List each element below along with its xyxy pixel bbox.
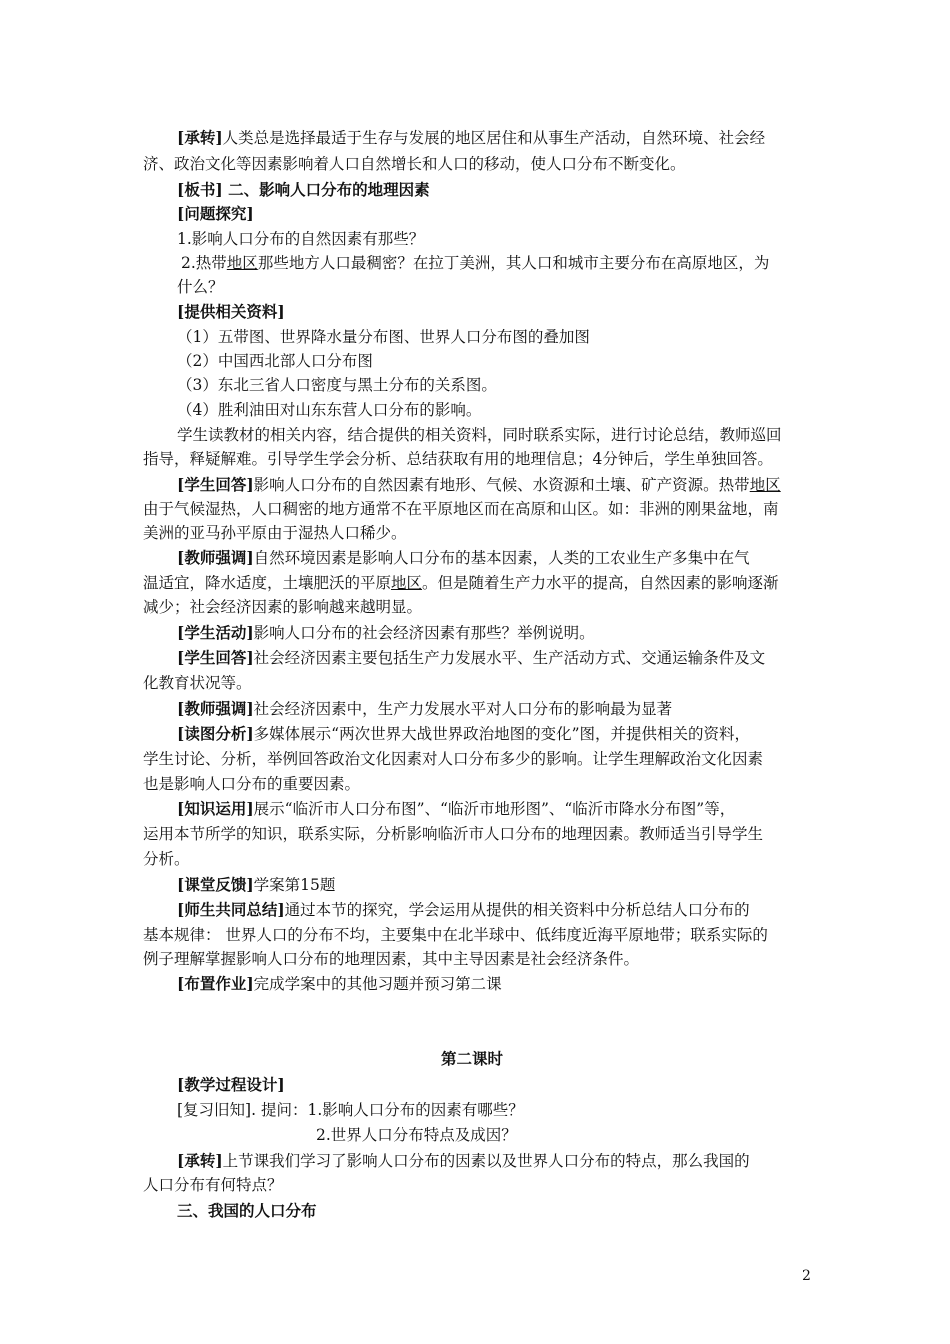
paragraph-line: 美洲的亚马孙平原由于湿热人口稀少。 (143, 524, 407, 542)
paragraph-line: 济、政治文化等因素影响着人口自然增长和人口的移动，使人口分布不断变化。 (143, 155, 686, 173)
text: 社会经济因素中，生产力发展水平对人口分布的影响最为显著 (253, 700, 673, 718)
post: 。但是随着生产力水平的提高，自然因素的影响逐渐 (422, 574, 779, 592)
tag: [复习旧知] (177, 1101, 252, 1119)
tag: [布置作业] (177, 974, 254, 993)
review-q2: 2.世界人口分布特点及成因？ (316, 1126, 517, 1144)
material-2: （2）中国西北部人口分布图 (177, 352, 373, 370)
underlined: 地区 (391, 574, 423, 592)
transition-2 (177, 1150, 750, 1172)
teacher-emphasis-1 (177, 547, 750, 569)
q2-pre: 2.热带 (181, 254, 227, 272)
paragraph-line: 化教育状况等。 (143, 674, 252, 692)
tag: [师生共同总结] (177, 900, 285, 919)
material-1: （1）五带图、世界降水量分布图、世界人口分布图的叠加图 (177, 328, 590, 346)
question-1: 1.影响人口分布的自然因素有那些？ (177, 230, 425, 248)
paragraph-line: 运用本节所学的知识，联系实际，分析影响临沂市人口分布的地理因素。教师适当引导学生 (143, 825, 764, 843)
homework (177, 973, 502, 995)
text: . 提问：1.影响人口分布的因素有哪些？ (251, 1101, 524, 1119)
section-3-heading: 三、我国的人口分布 (177, 1201, 317, 1220)
board-heading: [板书] 二、影响人口分布的地理因素 (177, 180, 430, 199)
text: 上节课我们学习了影响人口分布的因素以及世界人口分布的特点，那么我国的 (222, 1152, 750, 1170)
student-activity (177, 622, 595, 644)
q2-post: 那些地方人口最稠密？在拉丁美洲，其人口和城市主要分布在高原地区，为 (257, 254, 770, 272)
pre: 温适宜，降水适度，土壤肥沃的平原 (143, 574, 392, 592)
knowledge-application (177, 798, 735, 820)
paragraph-line: 基本规律： 世界人口的分布不均，主要集中在北半球中、低纬度近海平原地带；联系实际的 (143, 926, 768, 944)
text: 人类总是选择最适于生存与发展的地区居住和从事生产活动，自然环境、社会经 (222, 129, 766, 147)
text: 多媒体展示“两次世界大战世界政治地图的变化”图，并提供相关的资料， (253, 725, 751, 743)
paragraph-line: 也是影响人口分布的重要因素。 (143, 775, 361, 793)
text: 社会经济因素主要包括生产力发展水平、生产活动方式、交通运输条件及文 (253, 649, 766, 667)
text: 完成学案中的其他习题并预习第二课 (253, 975, 502, 993)
materials-heading: [提供相关资料] (177, 302, 285, 321)
text: 学案第15题 (253, 876, 336, 894)
teacher-emphasis-2 (177, 698, 672, 720)
paragraph-line: 指导，释疑解难。引导学生学会分析、总结获取有用的地理信息；4分钟后，学生单独回答。 (143, 450, 773, 468)
tag: [教师强调] (177, 699, 254, 718)
tag: [承转] (177, 1151, 223, 1170)
paragraph-line: 学生讨论、分析，举例回答政治文化因素对人口分布多少的影响。让学生理解政治文化因素 (143, 750, 764, 768)
student-answer-2 (177, 647, 765, 669)
tag: [知识运用] (177, 799, 254, 818)
review (177, 1099, 524, 1121)
paragraph-line: 学生读教材的相关内容，结合提供的相关资料，同时联系实际，进行讨论总结，教师巡回 (177, 426, 782, 444)
student-answer-1 (177, 474, 781, 496)
question-2-cont: 什么？ (177, 278, 224, 296)
paragraph-line: 例子理解掌握影响人口分布的地理因素，其中主导因素是社会经济条件。 (143, 950, 640, 968)
underlined: 地区 (749, 476, 781, 494)
tag: [学生回答] (177, 648, 254, 667)
tag: [承转] (177, 128, 223, 147)
text: 影响人口分布的自然因素有地形、气候、水资源和土壤、矿产资源。热带 (253, 476, 750, 494)
paragraph-line: 减少；社会经济因素的影响越来越明显。 (143, 598, 423, 616)
material-3: （3）东北三省人口密度与黑土分布的关系图。 (177, 376, 497, 394)
tag: [读图分析] (177, 724, 254, 743)
process-design-heading: [教学过程设计] (177, 1075, 285, 1094)
tag: [课堂反馈] (177, 875, 254, 894)
paragraph-line (143, 572, 779, 594)
paragraph-transition (177, 127, 765, 149)
text: 展示“临沂市人口分布图”、“临沂市地形图”、“临沂市降水分布图”等， (253, 800, 736, 818)
q2-underlined: 地区 (226, 254, 258, 272)
summary (177, 899, 750, 921)
inquiry-heading: [问题探究] (177, 204, 254, 223)
tag: [学生活动] (177, 623, 254, 642)
lesson-2-title: 第二课时 (441, 1049, 504, 1068)
text: 自然环境因素是影响人口分布的基本因素，人类的工农业生产多集中在气 (253, 549, 750, 567)
tag: [学生回答] (177, 475, 254, 494)
class-feedback (177, 874, 335, 896)
material-4: （4）胜利油田对山东东营人口分布的影响。 (177, 401, 482, 419)
map-analysis (177, 723, 750, 745)
paragraph-line: 人口分布有何特点？ (143, 1176, 283, 1194)
page-number: 2 (802, 1268, 811, 1284)
text: 影响人口分布的社会经济因素有那些？举例说明。 (253, 624, 595, 642)
tag: [教师强调] (177, 548, 254, 567)
question-2 (181, 252, 769, 274)
text: 通过本节的探究，学会运用从提供的相关资料中分析总结人口分布的 (284, 901, 750, 919)
paragraph-line: 分析。 (143, 850, 190, 868)
paragraph-line: 由于气候湿热，人口稠密的地方通常不在平原地区而在高原和山区。如：非洲的刚果盆地，南 (143, 500, 779, 518)
